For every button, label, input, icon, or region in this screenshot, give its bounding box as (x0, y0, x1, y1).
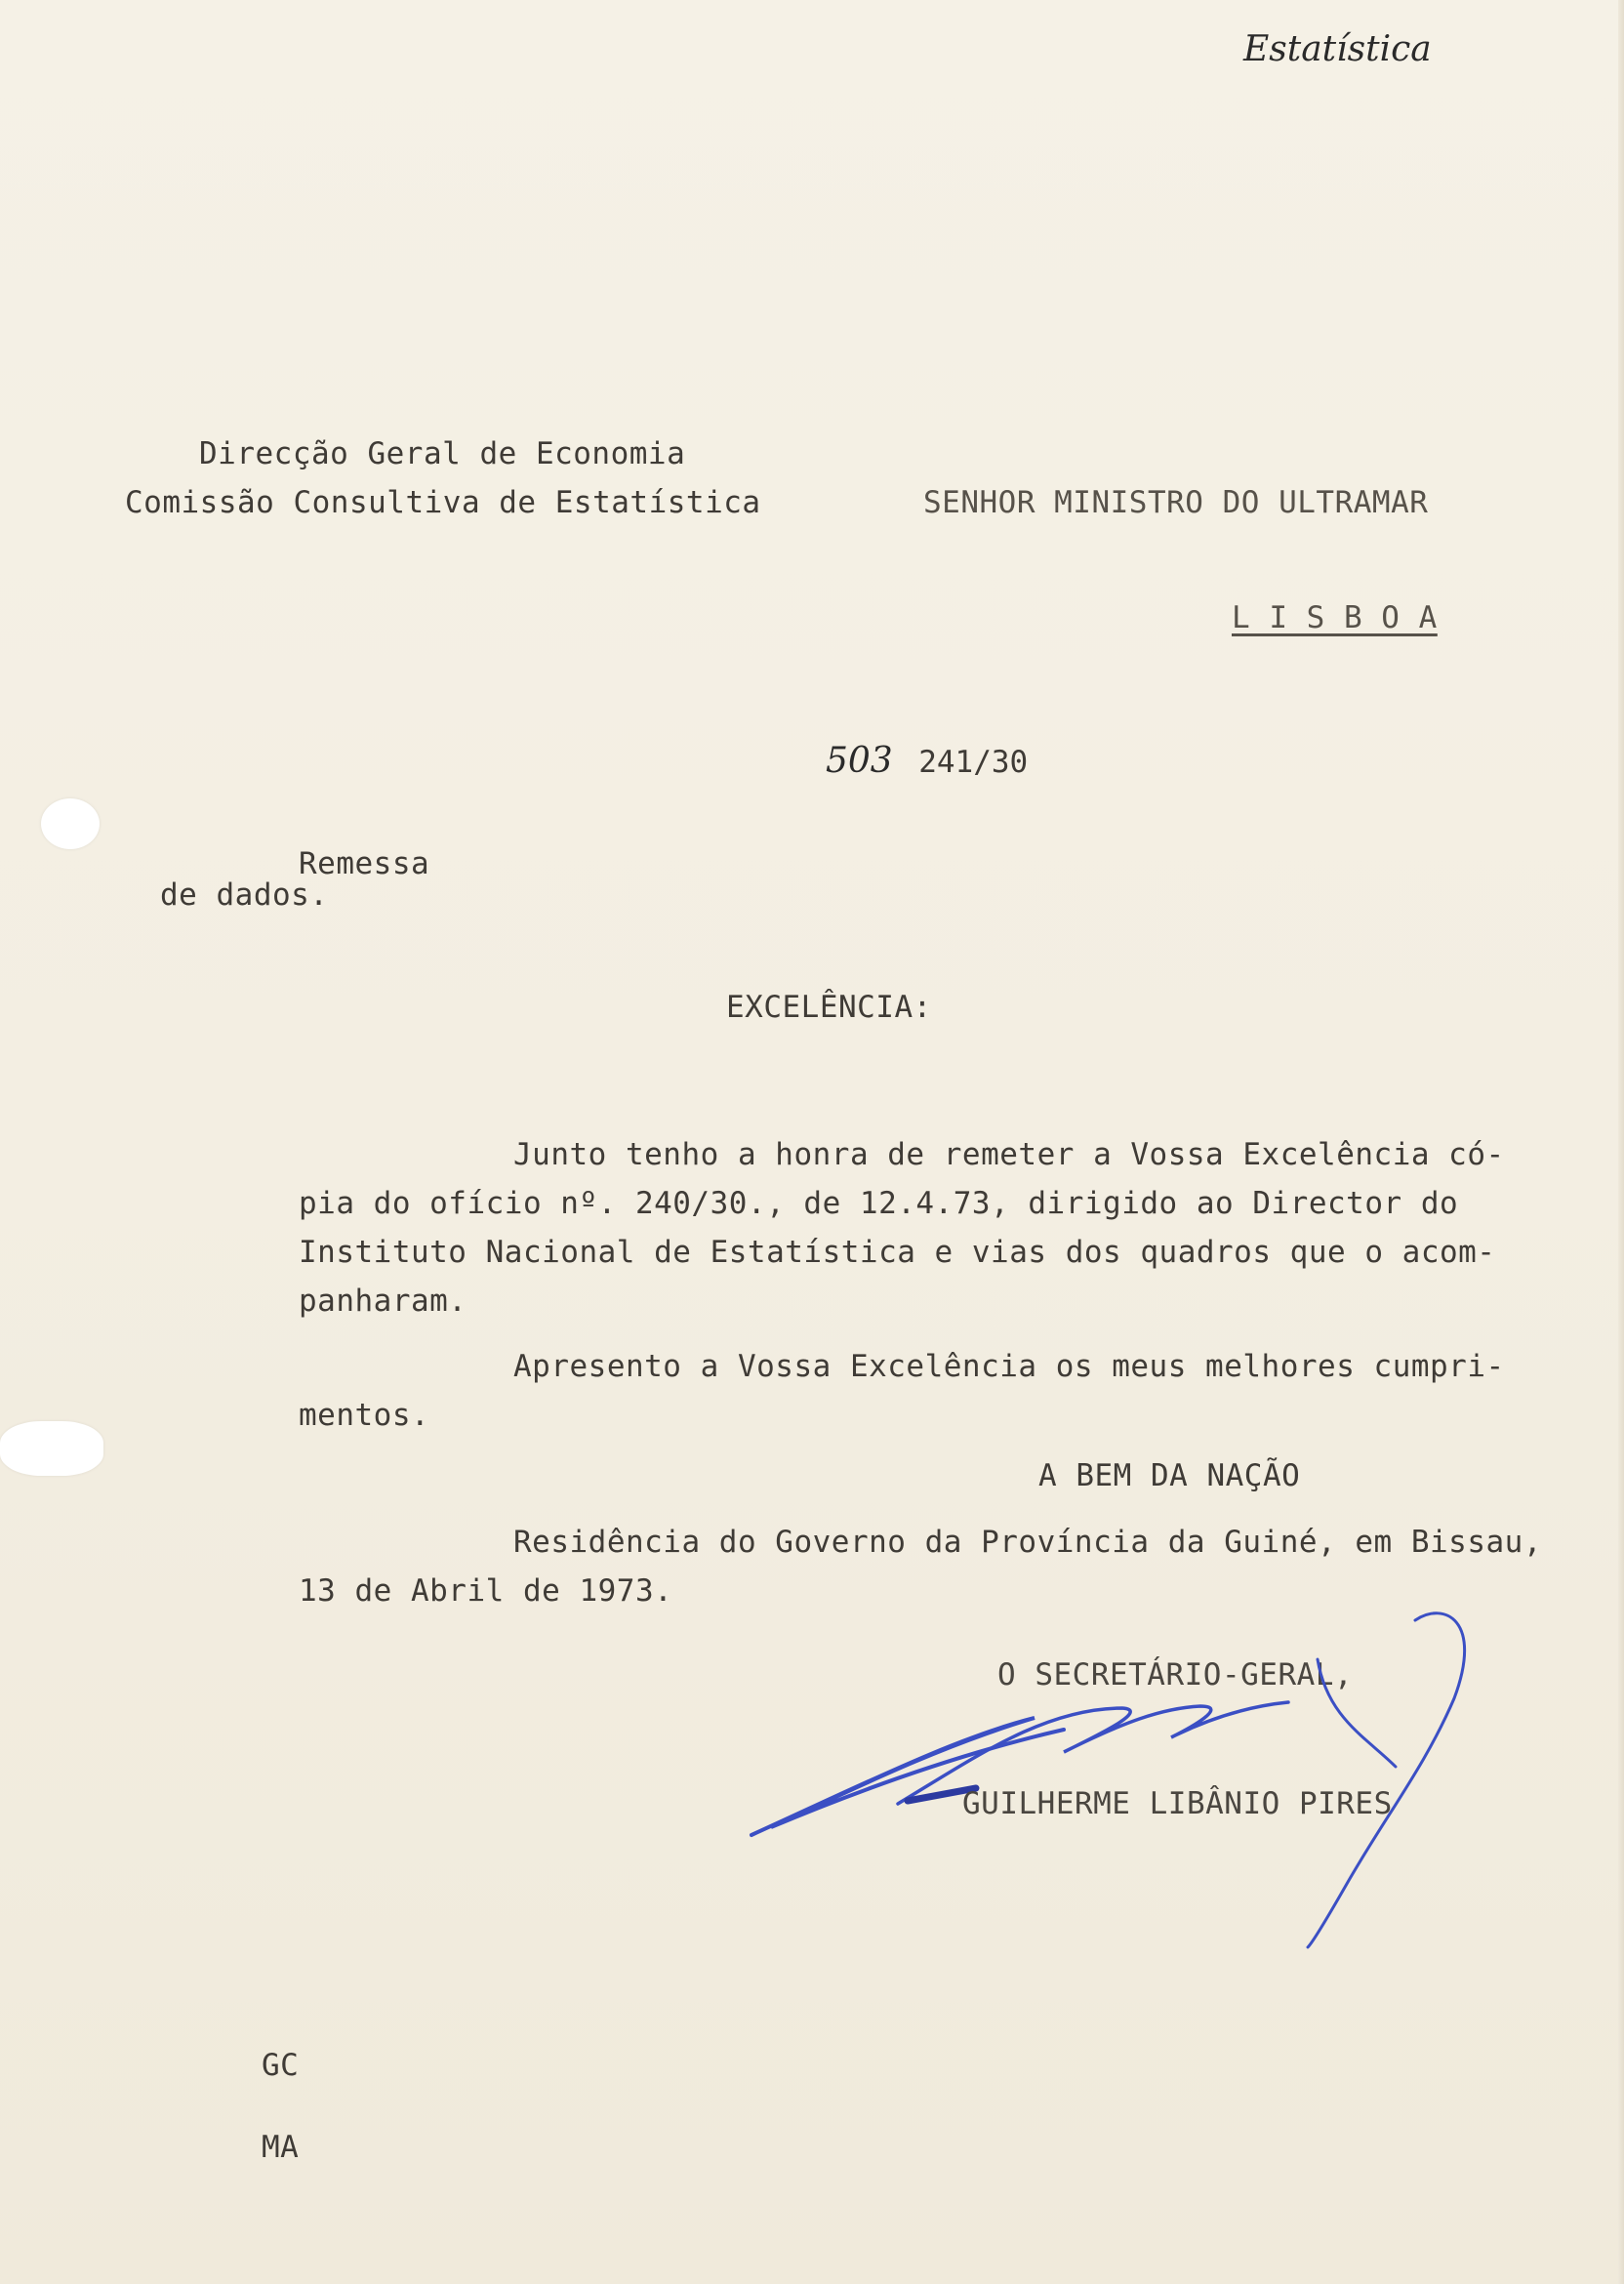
footer-line-2: MA (262, 2130, 300, 2165)
recipient-title: SENHOR MINISTRO DO ULTRAMAR (923, 485, 1429, 520)
body-p2-line-1: Apresento a Vossa Excelência os meus melhores cumpri- (513, 1349, 1505, 1384)
subject-line-1: Remessa (299, 846, 430, 881)
reference-number (826, 742, 1028, 782)
signatory-name: GUILHERME LIBÂNIO PIRES (962, 1786, 1393, 1821)
place-date-line-2: 13 de Abril de 1973. (299, 1573, 673, 1609)
body-p1-line-1: Junto tenho a honra de remeter a Vossa Excelência có- (513, 1137, 1505, 1172)
salutation: EXCELÊNCIA: (726, 990, 932, 1025)
body-p1-line-4: panharam. (299, 1284, 467, 1319)
recipient-city: L I S B O A (1232, 600, 1438, 635)
body-p1-line-2: pia do ofício nº. 240/30., de 12.4.73, dirigido ao Director do (299, 1186, 1459, 1221)
closing: A BEM DA NAÇÃO (1038, 1458, 1301, 1493)
signatory-title: O SECRETÁRIO-GERAL, (997, 1657, 1354, 1693)
subject-line-2: de dados. (160, 877, 329, 913)
reference-handwritten: 503 (826, 741, 893, 781)
sender-line-1: Direcção Geral de Economia (199, 436, 686, 471)
body-p1-line-3: Instituto Nacional de Estatística e vias dos quadros que o acom- (299, 1235, 1496, 1270)
body-p2-line-2: mentos. (299, 1398, 430, 1433)
page-edge (1618, 0, 1624, 2284)
footer-line-1: GC (262, 2048, 300, 2083)
punch-hole-bottom (0, 1421, 103, 1476)
punch-hole-top (41, 798, 100, 849)
reference-typed: 241/30 (918, 745, 1029, 780)
annotation-top: Estatística (1243, 29, 1432, 69)
place-date-line-1: Residência do Governo da Província da Guiné, em Bissau, (513, 1525, 1542, 1560)
signature (742, 1562, 1483, 1952)
sender-line-2: Comissão Consultiva de Estatística (125, 485, 761, 520)
